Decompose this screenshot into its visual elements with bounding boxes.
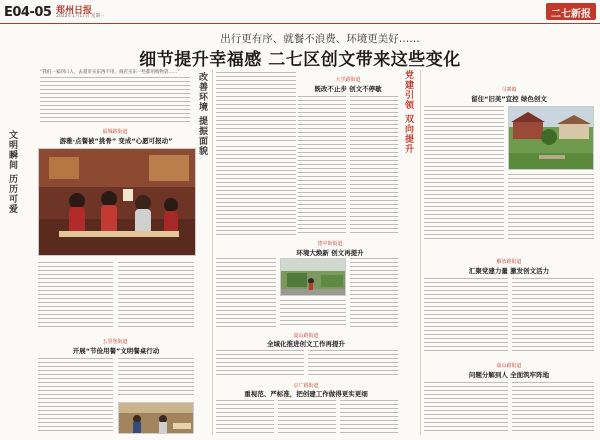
text-left2-b: [118, 358, 194, 398]
section-tag-right3: [424, 362, 594, 369]
text-mid1-b: [350, 96, 398, 236]
text-right2-a: [424, 278, 508, 354]
text-left1-b: [118, 262, 194, 330]
section-tag-left1: [40, 128, 190, 135]
lede-text-lines: [40, 77, 190, 125]
headline-kicker: 出行更有序、就餐不浪费、环境更美好……: [220, 33, 420, 45]
photo-canteen: [118, 402, 194, 434]
section-subhead-left1: 游雅·点餐被“挑骨” 变成“心愿可报动”: [59, 137, 173, 145]
section-subhead-right1: 留住“旧美”宜控 绿色创文: [471, 95, 547, 103]
photo-village-image: [509, 107, 594, 170]
text-right1-b: [508, 174, 594, 242]
text-mid4-c: [340, 400, 398, 434]
column-badge: 二七新报: [546, 3, 596, 20]
text-mid2-b: [350, 258, 398, 328]
section-tag-mid4: [216, 382, 396, 389]
section-subhead-right2: 汇聚党建力量 激发创文活力: [468, 267, 550, 275]
photo-village: [508, 106, 594, 170]
headline-title: 细节提升幸福感 二七区创文带来这些变化: [139, 50, 461, 70]
section-tag-mid2: [280, 240, 380, 247]
section-tag-label: 福城路街道: [102, 129, 128, 135]
section-subhead-mid3: 全域化推进创文工作再提升: [267, 340, 345, 348]
text-right1-a: [424, 106, 504, 242]
text-mid4-a: [216, 400, 274, 434]
text-mid1-a: [298, 96, 346, 236]
photo-restaurant: [38, 148, 196, 256]
photo-canteen-image: [119, 403, 194, 434]
masthead: [0, 0, 600, 24]
text-right2-b: [512, 278, 594, 354]
photo-street-garden: [280, 258, 346, 296]
text-mid3-b: [308, 350, 398, 378]
section-tag-right2: [424, 258, 594, 265]
paper-name: 郑州日报: [56, 6, 93, 16]
section-subhead-mid1: 既改不止步 创文不停歇: [314, 85, 382, 93]
section-subhead-right3: 问题分解到人 全面筑牢阵地: [468, 371, 550, 379]
page-number: E04-05: [4, 5, 52, 20]
side-label-right: 党建引领 双向提升: [403, 70, 413, 155]
section-tag-label: 嵩山路街道: [293, 333, 319, 339]
lede-paragraph: “我们一家四口人，去超市买东西不用，商店买东一些都用购物袋……”: [40, 70, 180, 75]
section-tag-label: 建中街街道: [317, 241, 343, 247]
section-subhead-left2: 开展“节俭用餐”文明餐桌行动: [72, 347, 160, 355]
section-tag-label: 京广路街道: [293, 383, 319, 389]
text-left1-a: [38, 262, 113, 330]
paper-date: 2022年1月17日 星期一: [56, 14, 105, 19]
text-mid4-b: [278, 400, 336, 434]
section-tag-mid3-label: [216, 332, 396, 339]
side-label-center: 改善环境 提振面貌: [197, 72, 207, 157]
side-label-left: 文明瞬间 历历可爱: [7, 130, 17, 215]
section-subhead-mid4: 重视范、严标准，把创建工作做得更实更细: [244, 390, 368, 398]
text-left2-a: [38, 358, 113, 434]
text-mid2-a: [216, 258, 276, 328]
section-tag-label: 马寨镇: [501, 87, 517, 93]
text-right3-b: [512, 382, 594, 434]
divider: [420, 70, 421, 435]
section-tag-left2: [40, 338, 190, 345]
text-mid2-c: [280, 300, 346, 328]
text-right3-a: [424, 382, 508, 434]
section-tag-label: 五里堡街道: [102, 339, 128, 345]
section-tag-mid1: [298, 76, 398, 83]
text-mid-intro-b: [216, 146, 296, 236]
photo-street-garden-image: [281, 259, 346, 296]
section-tag-label: 嵩山路街道: [496, 363, 522, 369]
section-subhead-mid2: 环境大焕新 创文再提升: [296, 249, 364, 257]
section-tag-label: 大学路街道: [335, 77, 361, 83]
text-mid3-a: [216, 350, 304, 378]
photo-restaurant-image: [39, 149, 196, 256]
text-mid-intro-a: [216, 72, 296, 142]
divider: [212, 70, 213, 435]
section-tag-right1: [424, 86, 594, 93]
section-tag-label: 解放路街道: [496, 259, 522, 265]
